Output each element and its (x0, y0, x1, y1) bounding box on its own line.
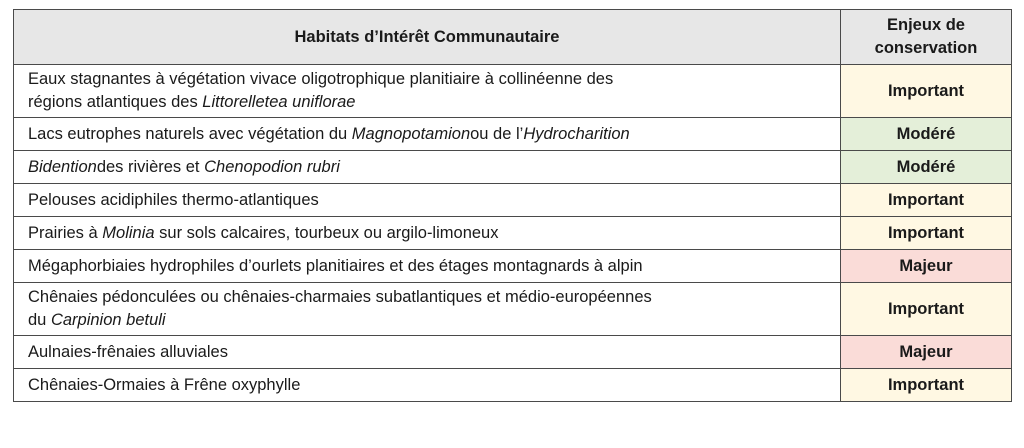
habitat-latin-name: Bidention (28, 157, 97, 176)
table-row (14, 369, 1012, 402)
habitat-cell: Chênaies-Ormaies à Frêne oxyphylle (14, 369, 841, 402)
habitat-cell (14, 217, 841, 250)
header-enjeux (841, 10, 1012, 65)
table-header-row (14, 10, 1012, 65)
habitat-text: sur sols calcaires, tourbeux ou argilo-limoneux (154, 223, 499, 242)
status-cell: Important (841, 283, 1012, 336)
table-row (14, 250, 1012, 283)
habitat-table (13, 9, 1012, 402)
habitat-text: du (28, 311, 51, 329)
status-cell: Majeur (841, 336, 1012, 369)
habitat-cell: Mégaphorbiaies hydrophiles d’ourlets planitiaires et des étages montagnards à alpin (14, 250, 841, 283)
table-row (14, 65, 1012, 118)
table-row (14, 217, 1012, 250)
table-row (14, 283, 1012, 336)
habitat-cell (14, 65, 841, 118)
table-row (14, 151, 1012, 184)
habitat-text: Prairies à (28, 223, 103, 242)
habitat-text: Eaux stagnantes à végétation vivace oligotrophique planitiaire à collinéenne des (28, 70, 614, 88)
status-cell: Modéré (841, 151, 1012, 184)
table-row (14, 118, 1012, 151)
status-cell: Majeur (841, 250, 1012, 283)
table-row (14, 336, 1012, 369)
habitat-latin-name: Molinia (102, 223, 155, 242)
habitat-text: Chênaies pédonculées ou chênaies-charmaies subatlantiques et médio-européennes (28, 288, 652, 306)
habitat-latin-name: Magnopotamion (351, 124, 471, 143)
habitat-text: régions atlantiques des (28, 93, 203, 111)
habitat-text: ou de l’ (470, 124, 524, 143)
habitat-cell: Pelouses acidiphiles thermo-atlantiques (14, 184, 841, 217)
habitat-cell: Aulnaies-frênaies alluviales (14, 336, 841, 369)
table-row (14, 184, 1012, 217)
habitat-latin-name: Chenopodion rubri (204, 157, 340, 176)
habitat-text: des rivières et (96, 157, 205, 176)
header-enjeux-line2: conservation (874, 39, 978, 57)
habitat-cell (14, 118, 841, 151)
habitat-cell (14, 151, 841, 184)
status-cell: Important (841, 65, 1012, 118)
habitat-latin-name: Carpinion betuli (50, 311, 166, 329)
status-cell: Important (841, 217, 1012, 250)
habitat-latin-name: Hydrocharition (523, 124, 630, 143)
status-cell: Modéré (841, 118, 1012, 151)
header-habitat: Habitats d’Intérêt Communautaire (14, 10, 841, 65)
status-cell: Important (841, 184, 1012, 217)
habitat-latin-name: Littorelletea uniflorae (202, 93, 356, 111)
status-cell: Important (841, 369, 1012, 402)
habitat-table-container (13, 9, 1012, 402)
habitat-text: Lacs eutrophes naturels avec végétation du (28, 124, 352, 143)
habitat-cell (14, 283, 841, 336)
header-enjeux-line1: Enjeux de (887, 16, 965, 34)
